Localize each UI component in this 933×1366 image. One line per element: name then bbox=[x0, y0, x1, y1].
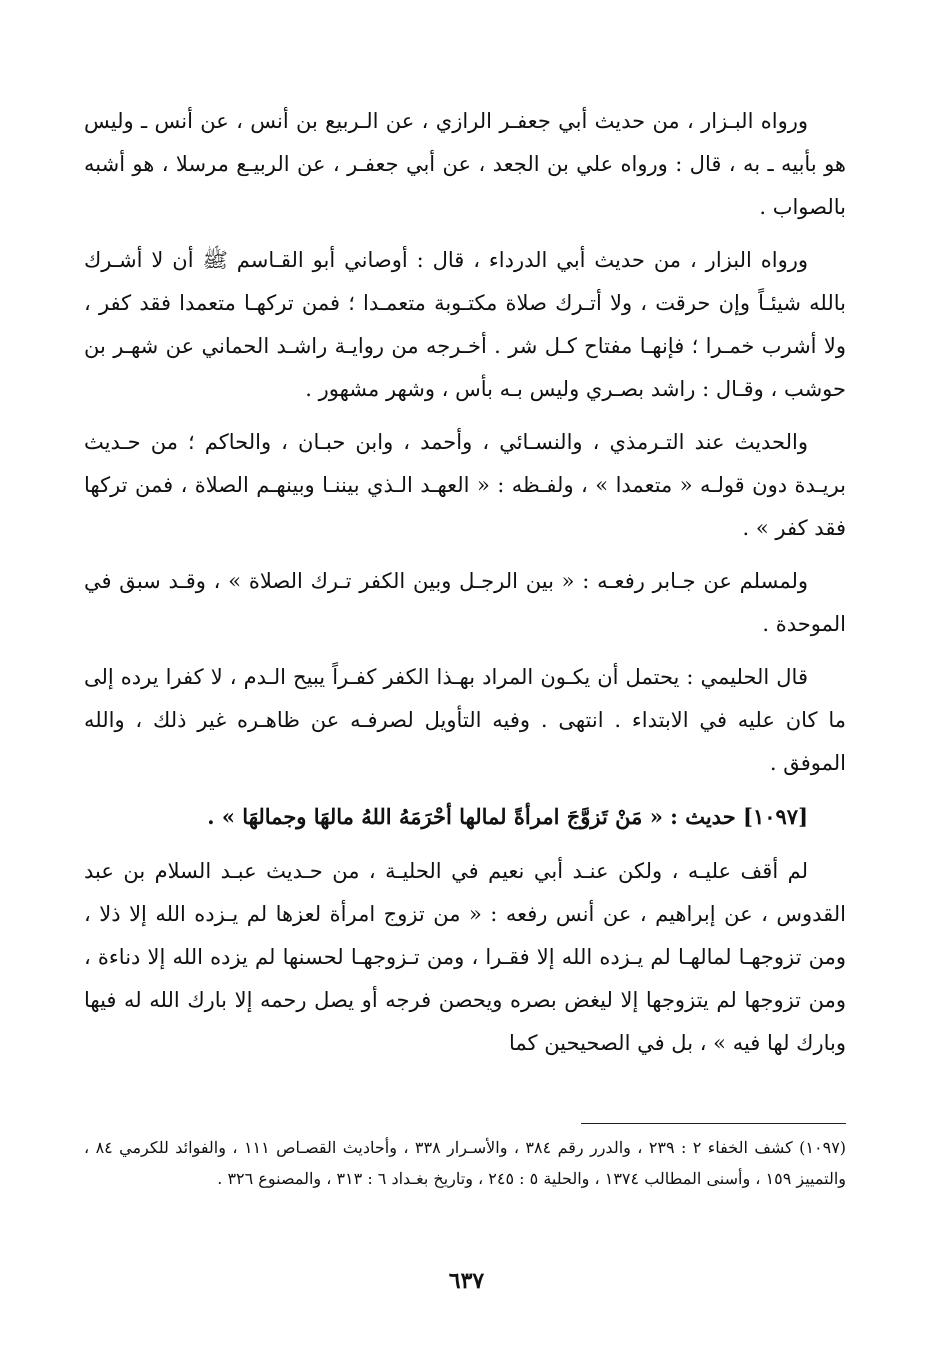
hadith-quote: « مَنْ تَزوَّجَ امرأةً لمالها أحْرَمَهُ اللهُ مالهَا وجمالهَا » . bbox=[207, 804, 663, 829]
footnote: (١٠٩٧) كشف الخفاء ٢ : ٢٣٩ ، والدرر رقم ٣٨٤ ، والأسـرار ٣٣٨ ، وأحاديث القصـاص ١١١ ، والفوائد للكرمي ٨٤ ، والتمييز ١٥٩ ، وأسنى المطالب ١٣٧٤ ، والحلية ٥ : ٢٤٥ ، وتاريخ بغـداد ٦ : ٣١٣ ، والمصنوع ٣٢٦ . bbox=[84, 1138, 847, 1188]
paragraph-2: ورواه البزار ، من حديث أبي الدرداء ، قال : أوصاني أبو القـاسم ﷺ أن لا أشـرك بالله شيئـاً وإن حرقت ، ولا أتـرك صلاة مكتـوبة متعمـدا ؛ فمن تركهـا متعمدا فقد كفر ، ولا أشرب خمـرا ؛ فإنهـا مفتاح كـل شر . أخـرجه من روايـة راشـد الحماني عن شهـر بن حوشب ، وقـال : راشد بصـري وليس بـه بأس ، وشهر مشهور . bbox=[84, 248, 846, 401]
hadith-heading bbox=[84, 795, 846, 838]
paragraph-6: لم أقف عليـه ، ولكن عنـد أبي نعيم في الحليـة ، من حـديث عبـد السلام بن عبد القدوس ، عن إبراهيم ، عن أنس رفعه : « من تزوج امرأة لعزها لم يـزده الله إلا ذلا ، ومن تزوجهـا لمالهـا لم يـزده الله إلا فقـرا ، ومن تـزوجهـا لحسنها لم يزده الله إلا دناءة ، ومن تزوجها لم يتزوجها إلا ليغض بصره ويحصن فرجه أو يصل رحمه إلا بارك الله له فيها وبارك لها فيه » ، بل في الصحيحين كما bbox=[84, 859, 846, 1055]
main-text bbox=[84, 100, 846, 1075]
paragraph-5: قال الحليمي : يحتمل أن يكـون المراد بهـذا الكفر كفـراً يبيح الـدم ، لا كفرا يرده إلى ما كان عليه في الابتداء . انتهى . وفيه التأويل لصرفـه عن ظاهـره غير ذلك ، والله الموفق . bbox=[84, 665, 846, 775]
footnote-divider bbox=[581, 1123, 846, 1124]
hadith-number: [١٠٩٧] bbox=[743, 804, 808, 829]
hadith-label: حديث : bbox=[670, 804, 736, 829]
paragraph-4: ولمسلم عن جـابر رفعـه : « بين الرجـل وبين الكفر تـرك الصلاة » ، وقـد سبق في الموحدة . bbox=[84, 569, 846, 636]
paragraph-3: والحديث عند التـرمذي ، والنسـائي ، وأحمد ، وابن حبـان ، والحاكم ؛ من حـديث بريـدة دون قولـه « متعمدا » ، ولفـظه : « العهـد الـذي بيننـا وبينهـم الصلاة ، فمن تركها فقد كفر » . bbox=[84, 430, 846, 540]
page-number: ٦٣٧ bbox=[448, 1268, 485, 1294]
paragraph-1: ورواه البـزار ، من حديث أبي جعفـر الرازي ، عن الـربيع بن أنس ، عن أنس ـ وليس هو بأبيه ـ به ، قال : ورواه علي بن الجعد ، عن أبي جعفـر ، عن الربيـع مرسلا ، هو أشبه بالصواب . bbox=[84, 109, 846, 219]
